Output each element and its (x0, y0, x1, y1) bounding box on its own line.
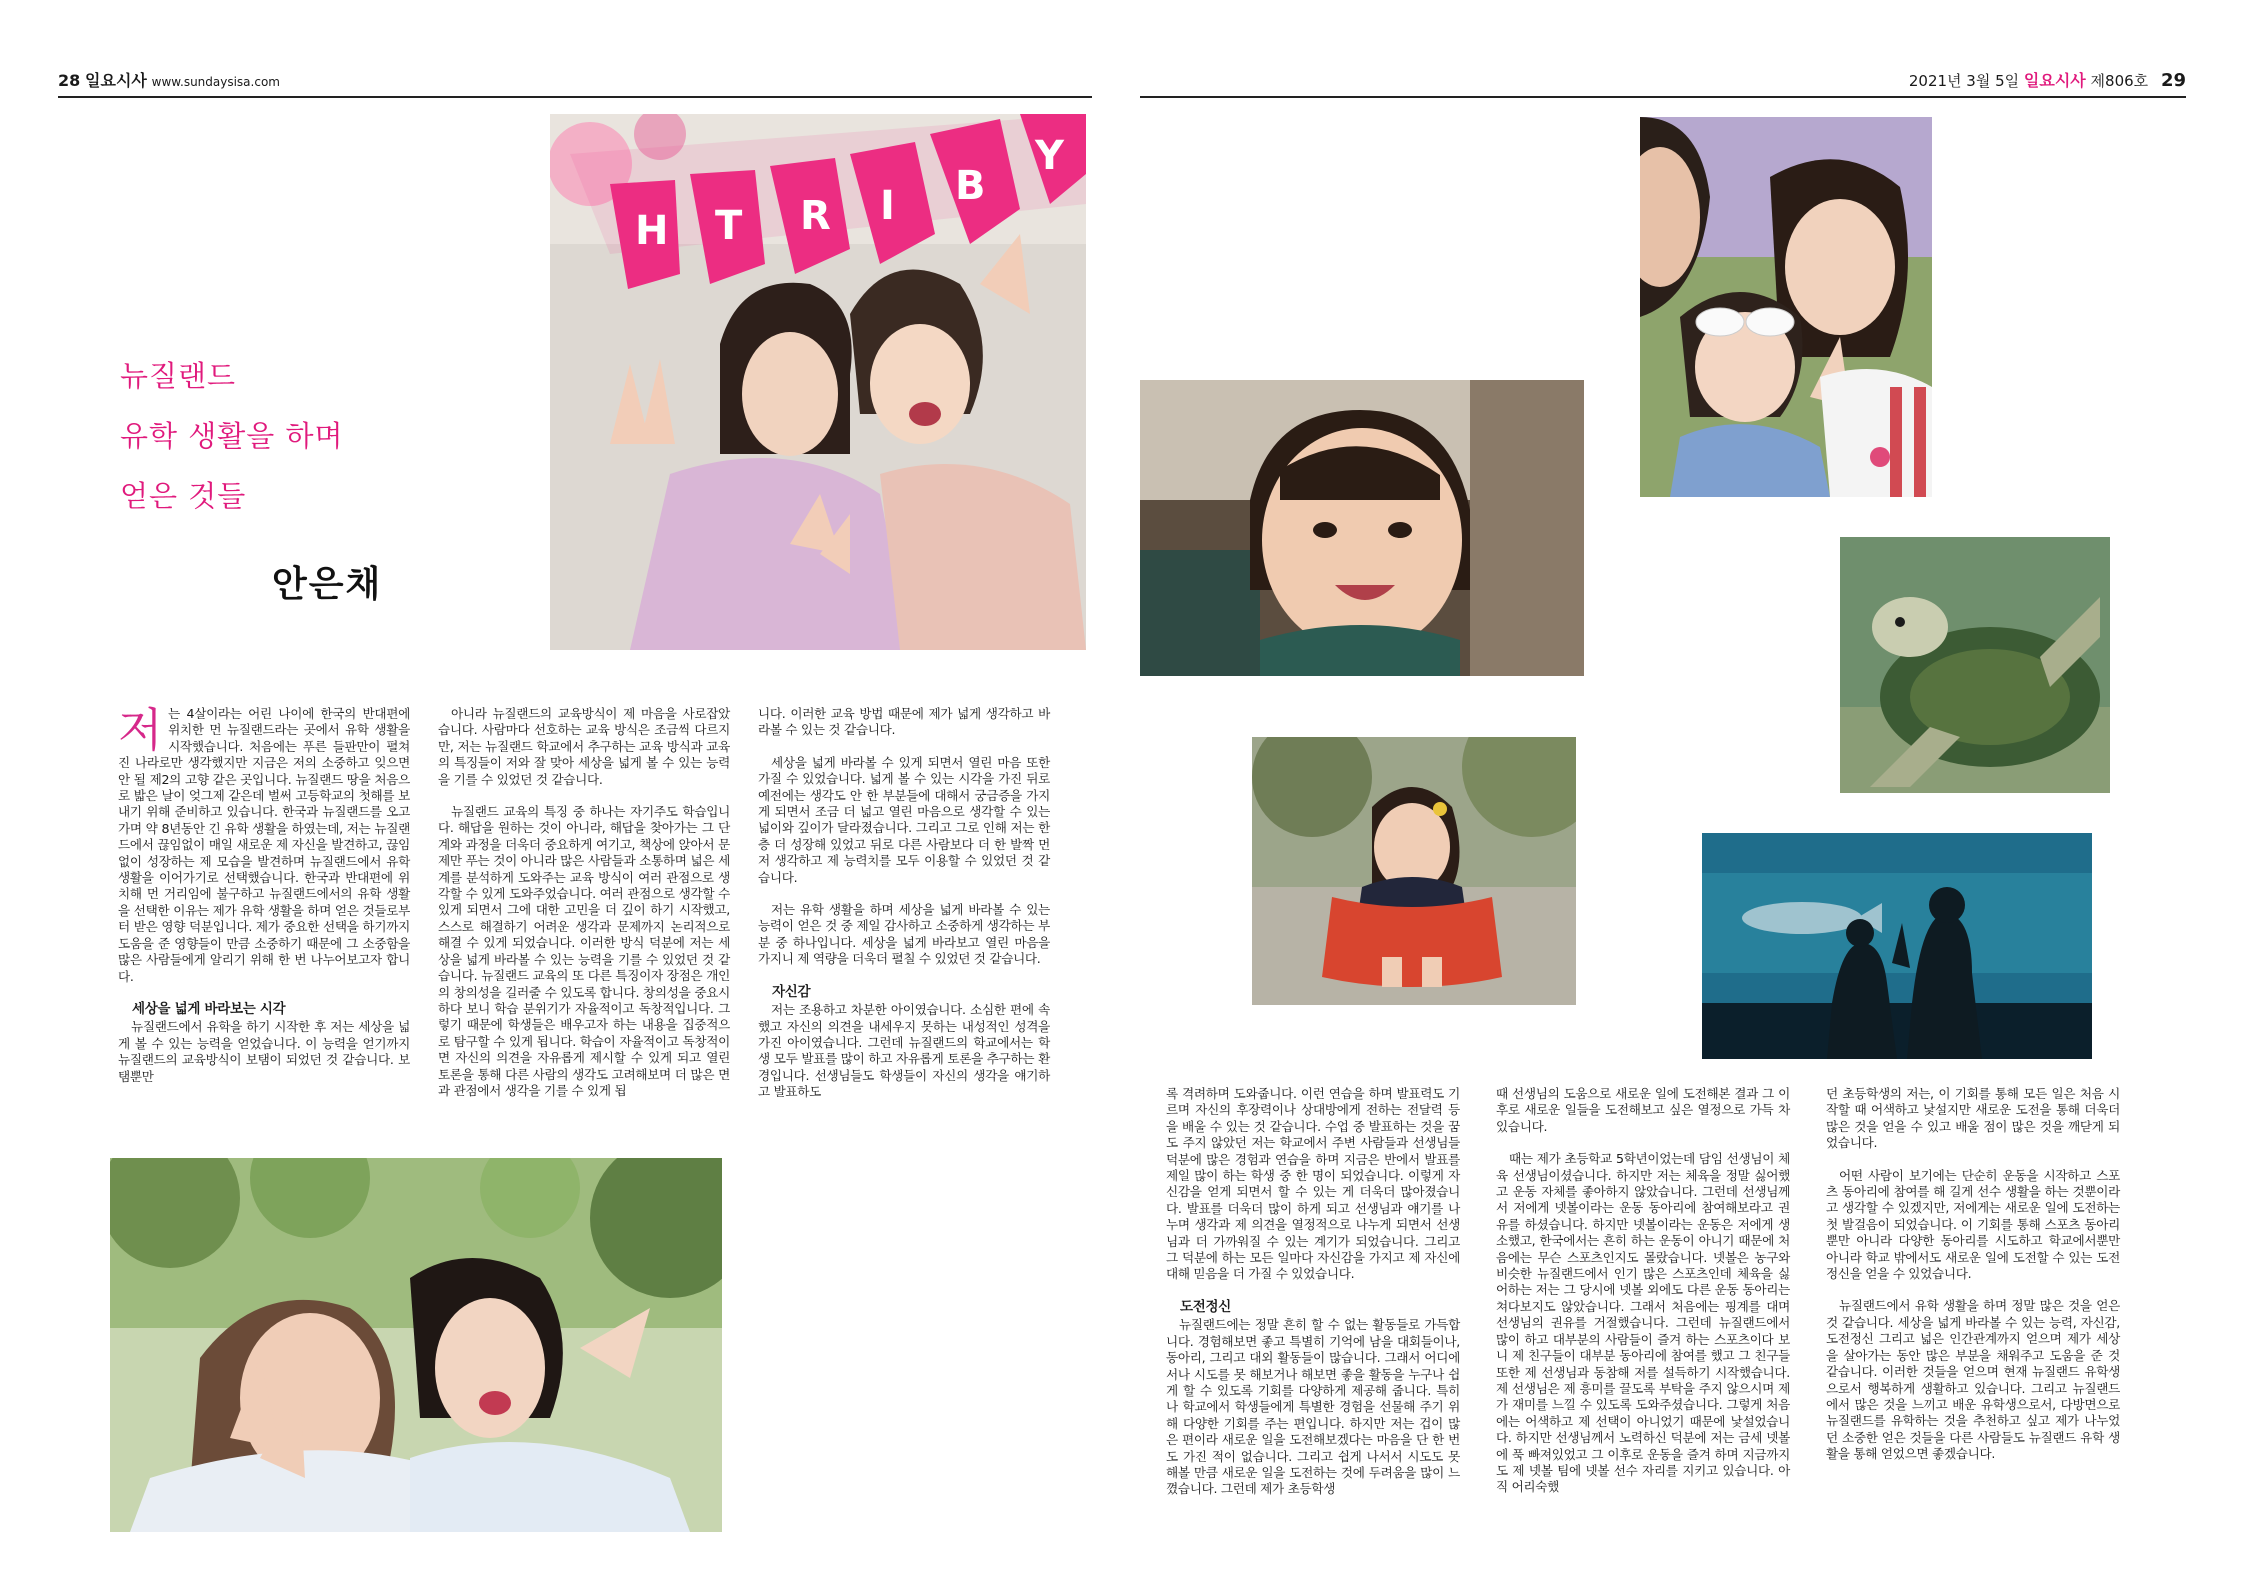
brand-right: 일요시사 (2023, 71, 2086, 90)
article-column-5 (1496, 1086, 1790, 1512)
header-right (1909, 68, 2186, 94)
banner-letter-2: B (955, 163, 986, 209)
site-url[interactable]: www.sundaysisa.com (151, 75, 280, 89)
banner-letter-3: I (880, 183, 895, 229)
brand-left: 일요시사 (85, 71, 147, 90)
article-column-3 (758, 706, 1050, 1117)
subhead-challenge: 도전정신 (1180, 1298, 1231, 1315)
subhead-confidence: 자신감 (772, 983, 811, 1000)
banner-letter-1: Y (1035, 133, 1064, 179)
title-line-1: 뉴질랜드 (120, 359, 237, 393)
paragraph: 때는 제가 초등학교 5학년이었는데 담임 선생님이 체육 선생님이셨습니다. 하지만 저는 체육을 정말 싫어했고 운동 자체를 좋아하지 않았습니다. 그런데 선생님께서 저에게 넷볼이라는 운동 동아리에 참여해보라고 권유를 하셨습니다. 하지만 넷볼이라는 운동은 저에게 생소했고, 한국에서는 흔히 하는 운동이 아니기 때문에 처음에는 무슨 스포츠인지도 몰랐습니다. 넷볼은 농구와 비슷한 뉴질랜드에서 인기 많은 스포츠인데 체육을 싫어하는 저는 그 당시에 넷볼 외에도 다른 운동 동아리는 쳐다보지도 않았습니다. 그래서 처음에는 핑계를 대며 선생님의 권유를 거절했습니다. 그런데 뉴질랜드에서 많이 하고 대부분의 사람들이 즐겨 하는 스포츠이다 보니 제 친구들이 대부분 동아리에 참여를 했고 그 친구들 또한 제 선생님과 동참해 저를 설득하기 시작했습니다. 제 선생님은 제 흥미를 끌도록 부탁을 주지 않으시며 제가 재미를 느낄 수 있도록 도와주셨습니다. 그렇게 처음에는 어색하고 제 선택이 아니었기 때문에 낯설었습니다. 하지만 선생님께서 노력하신 덕분에 저는 금세 넷볼에 푹 빠져있었고 그 이후로 운동을 즐겨 하며 지금까지도 제 넷볼 팀에 넷볼 선수 자리를 지키고 있습니다. 아직 어리숙했 (1496, 1151, 1790, 1495)
photo-sea-turtle (1840, 537, 2110, 793)
page-number-right: 29 (2160, 70, 2186, 91)
photo-aquarium (1702, 833, 2092, 1059)
intro-paragraph: 는 4살이라는 어린 나이에 한국의 반대편에 위치한 먼 뉴질랜드라는 곳에서 유학 생활을 시작했습니다. 처음에는 푸른 들판만이 펼쳐진 나라로만 생각했지만 지금은 저의 소중하고 잊으면 안 될 제2의 고향 같은 곳입니다. 뉴질랜드 땅을 처음으로 밟은 날이 엊그제 같은데 벌써 고등학교의 첫해를 보내기 위해 준비하고 있습니다. 한국과 뉴질랜드를 오고 가며 약 8년동안 긴 유학 생활을 하였는데, 저는 뉴질랜드에서 끊임없이 매일 새로운 제 자신을 발견하고, 끊임없이 성장하는 제 모습을 발견하며 뉴질랜드에서 유학 생활을 이어가기로 선택했습니다. 한국과 반대편에 위치해 먼 거리임에 불구하고 뉴질랜드에서의 유학 생활을 선택한 이유는 제가 유학 생활을 하며 얻은 것들로부터 받은 영향 덕분입니다. 제가 중요한 선택을 하기까지 도움을 준 영향들이 만큼 소중하기 때문에 그 소중함을 많은 사람들에게 알리기 위해 한 번 나누어보고자 합니다. (118, 706, 410, 984)
banner-letter-6: H (635, 208, 669, 254)
paragraph: 저는 유학 생활을 하며 세상을 넓게 바라볼 수 있는 능력이 얻은 것 중 제일 감사하고 소중하게 생각하는 부분 중 하나입니다. 세상을 넓게 바라보고 열린 마음을 가지니 제 역량을 더욱더 펼칠 수 있었던 것 같습니다. (758, 902, 1050, 967)
header-left (58, 68, 280, 94)
banner-letter-4: R (800, 193, 831, 239)
paragraph: 던 초등학생의 저는, 이 기회를 통해 모든 일은 처음 시작할 때 어색하고 낯설지만 새로운 도전을 통해 더욱더 많은 것을 얻을 수 있고 배울 점이 많은 것을 깨닫게 되었습니다. (1826, 1086, 2120, 1151)
issue-number: 제806호 (2090, 72, 2149, 90)
paragraph: 뉴질랜드 교육의 특징 중 하나는 자기주도 학습입니다. 해답을 원하는 것이 아니라, 해답을 찾아가는 그 단계와 과정을 더욱더 중요하게 여기고, 책상에 앉아서 문제만 푸는 것이 아니라 많은 사람들과 소통하며 넓은 세계를 분석하게 도와주는 교육 방식이 여러 관점으로 생각할 수 있게 도와주었습니다. 여러 관점으로 생각할 수 있게 되면서 그에 대한 고민을 더 깊이 하기 시작했고, 스스로 해결하기 어려운 생각과 문제까지 논리적으로 해결 수 있게 되었습니다. 이러한 방식 덕분에 저는 세상을 넓게 바라볼 수 있는 능력을 기를 수 있었던 것 같습니다. 뉴질랜드 교육의 또 다른 특징이자 장점은 개인의 창의성을 길러줄 수 있도록 합니다. 창의성을 중요시하다 보니 학습 분위기가 자율적이고 독창적입니다. 그렇기 때문에 학생들은 배우고자 하는 내용을 집중적으로 탐구할 수 있게 됩니다. 학습이 자율적이고 독창적이면 자신의 의견을 자유롭게 제시할 수 있게 되고 열린 토론을 통해 다른 사람의 생각도 고려해보며 더 많은 면과 관점에서 생각을 기를 수 있게 됩 (438, 804, 730, 1098)
paragraph: 록 격려하며 도와줍니다. 이런 연습을 하며 발표력도 기르며 자신의 후장력이나 상대방에게 전하는 전달력 등을 배울 수 있는 것 같습니다. 수업 중 발표하는 것을 꿈도 주지 않았던 저는 학교에서 주변 사람들과 선생님들 덕분에 많은 경험과 연습을 하며 지금은 반에서 발표를 제일 많이 하는 학생 중 한 명이 되었습니다. 이렇게 자신감을 얻게 되면서 할 수 있는 게 더욱더 많아졌습니다. 발표를 더욱더 많이 하게 되고 선생님과 얘기를 나누며 생각과 제 의견을 열정적으로 나누게 되면서 선생님과 더 가까워질 수 있는 계기가 되었습니다. 그리고 그 덕분에 하는 모든 일마다 자신감을 가지고 제 자신에 대해 믿음을 더 가질 수 있었습니다. (1166, 1086, 1460, 1282)
issue-date: 2021년 3월 5일 (1908, 72, 2020, 90)
paragraph: 어떤 사람이 보기에는 단순히 운동을 시작하고 스포츠 동아리에 참여를 해 길게 선수 생활을 하는 것뿐이라고 생각할 수 있겠지만, 저에게는 새로운 일에 도전하는 첫 발걸음이 되었습니다. 이 기회를 통해 스포츠 동아리뿐만 아니라 다양한 동아리를 시도하고 학교에서뿐만 아니라 학교 밖에서도 새로운 일에 도전할 수 있는 도전 정신을 얻을 수 있었습니다. (1826, 1167, 2120, 1282)
photo-sisters-selfie (1640, 117, 1932, 497)
drop-cap: 저 (118, 703, 163, 757)
photo-child-smiling (1140, 380, 1584, 676)
article-column-2 (438, 706, 730, 1115)
photo-birthday-selfie (550, 114, 1086, 650)
subhead-perspective: 세상을 넓게 바라보는 시각 (132, 1000, 286, 1017)
header-rule-left (58, 96, 1092, 98)
paragraph: 뉴질랜드에서 유학 생활을 하며 정말 많은 것을 얻은 것 같습니다. 세상을 넓게 바라볼 수 있는 능력, 자신감, 도전정신 그리고 넓은 인간관계까지 얻으며 제가 세상을 살아가는 동안 많은 부분을 채워주고 도움을 준 것 같습니다. 이러한 것들을 얻으며 현재 뉴질랜드 유학생으로서 행복하게 생활하고 있습니다. 그리고 뉴질랜드에서 많은 것을 느끼고 배운 유학생으로서, 다방면으로 뉴질랜드를 유학하는 것을 추천하고 싶고 제가 나누었던 소중한 얻은 것들을 다른 사람들도 뉴질랜드 유학 생활을 통해 얻었으면 좋겠습니다. (1826, 1298, 2120, 1462)
paragraph: 뉴질랜드에는 정말 흔히 할 수 없는 활동들로 가득합니다. 경험해보면 좋고 특별히 기억에 남을 대회들이나, 동아리, 그리고 대외 활동들이 많습니다. 그래서 어디에서나 시도를 못 해보거나 해보면 좋을 활동을 누구나 쉽게 할 수 있도록 기회를 다양하게 제공해 줍니다. 특히나 학교에서 학생들에게 특별한 경험을 선물해 주기 위해 다양한 기회를 주는 편입니다. 하지만 저는 겁이 많은 편이라 새로운 일을 도전해보겠다는 마음을 단 한 번도 가진 적이 없습니다. 그리고 쉽게 나서서 시도도 못해볼 만큼 새로운 일을 도전하는 것에 두려움을 많이 느꼈습니다. 그런데 제가 초등학생 (1166, 1317, 1460, 1497)
paragraph: 때 선생님의 도움으로 새로운 일에 도전해본 결과 그 이후로 새로운 일들을 도전해보고 싶은 열정으로 가득 차 있습니다. (1496, 1086, 1790, 1134)
paragraph: 니다. 이러한 교육 방법 때문에 제가 넓게 생각하고 바라볼 수 있는 것 같습니다. (758, 706, 1050, 738)
paragraph: 세상을 넓게 바라볼 수 있게 되면서 열린 마음 또한 가질 수 있었습니다. 넓게 볼 수 있는 시각을 가진 뒤로 예전에는 생각도 안 한 부분들에 대해서 궁금증을 가지게 되면서 조금 더 넓고 열린 마음으로 생각할 수 있는 넓이와 깊이가 달라졌습니다. 그리고 그로 인해 저는 한층 더 성장해 있었고 뒤로 다른 사람보다 더 한 발짝 먼저 생각하고 제 능력치를 모두 이용할 수 있었던 것 같습니다. (758, 754, 1050, 885)
article-title (120, 346, 450, 526)
article-column-4 (1166, 1086, 1460, 1514)
author-name: 안은채 (272, 564, 383, 605)
photo-friends-selfie (110, 1158, 722, 1532)
paragraph: 아니라 뉴질랜드의 교육방식이 제 마음을 사로잡았습니다. 사람마다 선호하는 교육 방식은 조금씩 다르지만, 저는 뉴질랜드 학교에서 추구하는 교육 방식과 교육의 특징들이 저와 잘 맞아 세상을 넓게 볼 수 있는 능력을 기를 수 있었던 것 같습니다. (438, 706, 730, 787)
header-rule-right (1140, 96, 2186, 98)
paragraph: 뉴질랜드에서 유학을 하기 시작한 후 저는 세상을 넓게 볼 수 있는 능력을 얻었습니다. 이 능력을 얻기까지 뉴질랜드의 교육방식이 보탬이 되었던 것 같습니다. 보탬뿐만 (118, 1019, 410, 1084)
title-line-3: 얻은 것들 (120, 479, 247, 513)
paragraph: 저는 조용하고 차분한 아이였습니다. 소심한 편에 속했고 자신의 의견을 내세우지 못하는 내성적인 성격을 가진 아이였습니다. 그런데 뉴질랜드의 학교에서는 학생 모두 발표를 많이 하고 자유롭게 토론을 추구하는 환경입니다. 선생님들도 학생들이 자신의 생각을 얘기하고 발표하도 (758, 1002, 1050, 1100)
article-column-1 (118, 703, 410, 1101)
page-number-left: 28 (58, 71, 81, 90)
photo-girl-playground (1252, 737, 1576, 1005)
article-column-6 (1826, 1086, 2120, 1479)
title-line-2: 유학 생활을 하며 (120, 419, 344, 453)
banner-letter-5: T (715, 203, 743, 249)
